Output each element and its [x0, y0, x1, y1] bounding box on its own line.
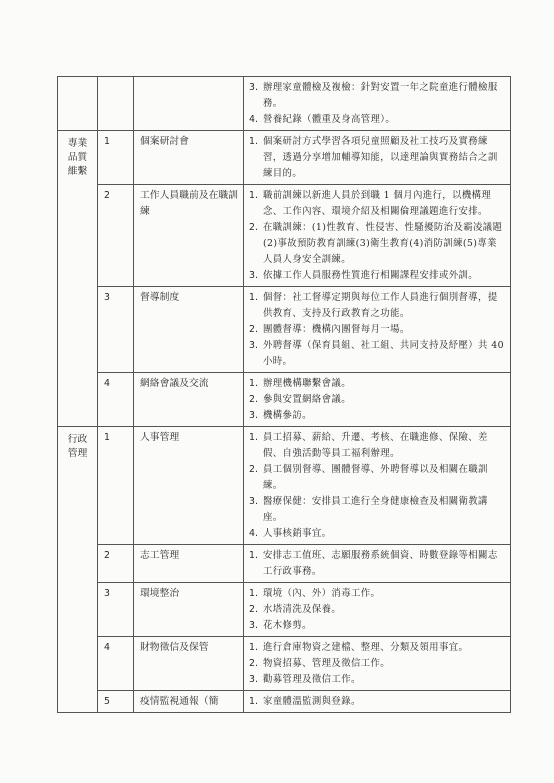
list-item-number: 1. — [249, 550, 258, 561]
category-cell — [58, 131, 98, 427]
list-item-text: 家童體溫監測與登錄。 — [263, 696, 361, 707]
table-row — [58, 691, 511, 713]
list-item-number: 3. — [249, 410, 258, 421]
list-item-number: 1. — [249, 642, 258, 653]
table-row — [58, 583, 511, 637]
list-item — [249, 80, 506, 112]
list-item — [249, 618, 506, 634]
list-item — [249, 112, 506, 128]
item-content — [244, 185, 511, 287]
list-item — [249, 602, 506, 618]
list-item-text: 勸募管理及徵信工作。 — [263, 674, 361, 685]
list-item-text: 個案研討方式學習各項兒童照顧及社工技巧及實務練習，透過分享增加輔導知能，以達理論與實務結合之訓練目的。 — [263, 136, 498, 179]
list-item-number: 4. — [249, 528, 258, 539]
list-item — [249, 268, 506, 284]
list-item — [249, 462, 506, 494]
item-number: 4 — [98, 637, 134, 691]
list-item-number: 1. — [249, 588, 258, 599]
item-content — [244, 545, 511, 583]
list-item-number: 2. — [249, 394, 258, 405]
list-item-number: 2. — [249, 604, 258, 615]
item-number: 1 — [98, 131, 134, 185]
list-item — [249, 640, 506, 656]
plan-table — [57, 76, 511, 713]
list-item — [249, 672, 506, 688]
item-title: 人事管理 — [134, 427, 244, 545]
list-item-number: 3. — [249, 340, 258, 351]
item-content — [244, 287, 511, 373]
list-item-number: 1. — [249, 378, 258, 389]
item-title: 志工管理 — [134, 545, 244, 583]
table-row — [58, 131, 511, 185]
list-item-number: 3. — [249, 82, 258, 93]
list-item — [249, 290, 506, 322]
list-item-number: 1. — [249, 136, 258, 147]
list-item-number: 3. — [249, 496, 258, 507]
list-item-text: 辦理家童體檢及複檢：針對安置一年之院童進行體檢服務。 — [263, 82, 498, 109]
list-item-number: 2. — [249, 324, 258, 335]
list-item — [249, 392, 506, 408]
list-item — [249, 408, 506, 424]
item-content — [244, 691, 511, 713]
table-row — [58, 77, 511, 131]
list-item-text: 辦理機構聯繫會議。 — [263, 378, 351, 389]
list-item-text: 營養紀錄（體重及身高管理）。 — [263, 114, 396, 125]
item-title: 個案研討會 — [134, 131, 244, 185]
list-item — [249, 656, 506, 672]
category-label: 專業 — [67, 138, 88, 149]
list-item-text: 依據工作人員服務性質進行相關課程安排或外訓。 — [263, 270, 479, 281]
list-item-number: 3. — [249, 674, 258, 685]
list-item — [249, 494, 506, 526]
list-item — [249, 548, 506, 580]
item-content — [244, 373, 511, 427]
list-item-number: 2. — [249, 222, 258, 233]
list-item-number: 3. — [249, 620, 258, 631]
table-row — [58, 637, 511, 691]
list-item-number: 1. — [249, 432, 258, 443]
list-item-text: 團體督導：機構內團督每月一場。 — [263, 324, 410, 335]
plan-table-body — [58, 77, 511, 713]
list-item-number: 3. — [249, 270, 258, 281]
item-number: 2 — [98, 545, 134, 583]
item-number: 5 — [98, 691, 134, 713]
list-item-text: 花木修剪。 — [263, 620, 312, 631]
table-row — [58, 185, 511, 287]
list-item — [249, 694, 506, 710]
list-item-text: 個督：社工督導定期與每位工作人員進行個別督導，提供教育、支持及行政教育之功能。 — [263, 292, 498, 319]
list-item-number: 2. — [249, 658, 258, 669]
list-item-number: 1. — [249, 292, 258, 303]
item-title: 環境整治 — [134, 583, 244, 637]
list-item-text: 進行倉庫物資之建檔、整理、分類及領用事宜。 — [263, 642, 469, 653]
item-title: 工作人員職前及在職訓練 — [134, 185, 244, 287]
category-label: 維繫 — [67, 166, 88, 177]
category-label: 管理 — [67, 448, 88, 459]
category-label: 品質 — [67, 152, 88, 163]
table-row — [58, 545, 511, 583]
list-item-number: 1. — [249, 190, 258, 201]
list-item-text: 水塔清洗及保養。 — [263, 604, 342, 615]
item-title: 財物徵信及保管 — [134, 637, 244, 691]
list-item-text: 參與安置網絡會議。 — [263, 394, 351, 405]
list-item — [249, 220, 506, 268]
item-title: 督導制度 — [134, 287, 244, 373]
item-number: 1 — [98, 427, 134, 545]
list-item — [249, 338, 506, 370]
list-item-text: 員工個別督導、團體督導、外聘督導以及相關在職訓練。 — [263, 464, 488, 491]
list-item-text: 安排志工值班、志願服務系統個資、時數登錄等相關志工行政事務。 — [263, 550, 498, 577]
item-title: 疫情監視通報（簡 — [134, 691, 244, 713]
list-item — [249, 134, 506, 182]
list-item — [249, 526, 506, 542]
category-label: 行政 — [67, 434, 88, 445]
item-number: 2 — [98, 185, 134, 287]
list-item-text: 物資招募、管理及徵信工作。 — [263, 658, 391, 669]
list-item-number: 1. — [249, 696, 258, 707]
item-content — [244, 637, 511, 691]
list-item-text: 人事核銷事宜。 — [263, 528, 332, 539]
category-cell — [58, 77, 98, 131]
list-item — [249, 322, 506, 338]
table-row — [58, 373, 511, 427]
item-number — [98, 77, 134, 131]
item-title: 網絡會議及交流 — [134, 373, 244, 427]
table-row — [58, 287, 511, 373]
list-item-text: 機構參訪。 — [263, 410, 312, 421]
item-content — [244, 77, 511, 131]
list-item-text: 員工招募、薪給、升遷、考核、在職進修、保險、差假、自強活動等員工福利辦理。 — [263, 432, 488, 459]
list-item-text: 環境（內、外）消毒工作。 — [263, 588, 381, 599]
list-item — [249, 188, 506, 220]
list-item-text: 在職訓練：(1)性教育、性侵害、性騷擾防治及霸凌議題(2)事故預防教育訓練(3)衛生教育(4)消防訓練(5)專業人員人身安全訓練。 — [263, 222, 503, 265]
item-content — [244, 427, 511, 545]
item-title — [134, 77, 244, 131]
table-row — [58, 427, 511, 545]
category-cell — [58, 427, 98, 713]
item-content — [244, 131, 511, 185]
list-item — [249, 430, 506, 462]
list-item-number: 4. — [249, 114, 258, 125]
list-item — [249, 586, 506, 602]
item-number: 4 — [98, 373, 134, 427]
list-item — [249, 376, 506, 392]
item-content — [244, 583, 511, 637]
item-number: 3 — [98, 583, 134, 637]
item-number: 3 — [98, 287, 134, 373]
list-item-number: 2. — [249, 464, 258, 475]
list-item-text: 醫療保健：安排員工進行全身健康檢查及相關衛教講座。 — [263, 496, 488, 523]
list-item-text: 職前訓練以新進人員於到職 1 個月內進行，以機構理念、工作內容、環境介紹及相關倫理議題進行安排。 — [263, 190, 492, 217]
list-item-text: 外聘督導（保育員組、社工組、共同支持及紓壓）共 40 小時。 — [263, 340, 504, 367]
